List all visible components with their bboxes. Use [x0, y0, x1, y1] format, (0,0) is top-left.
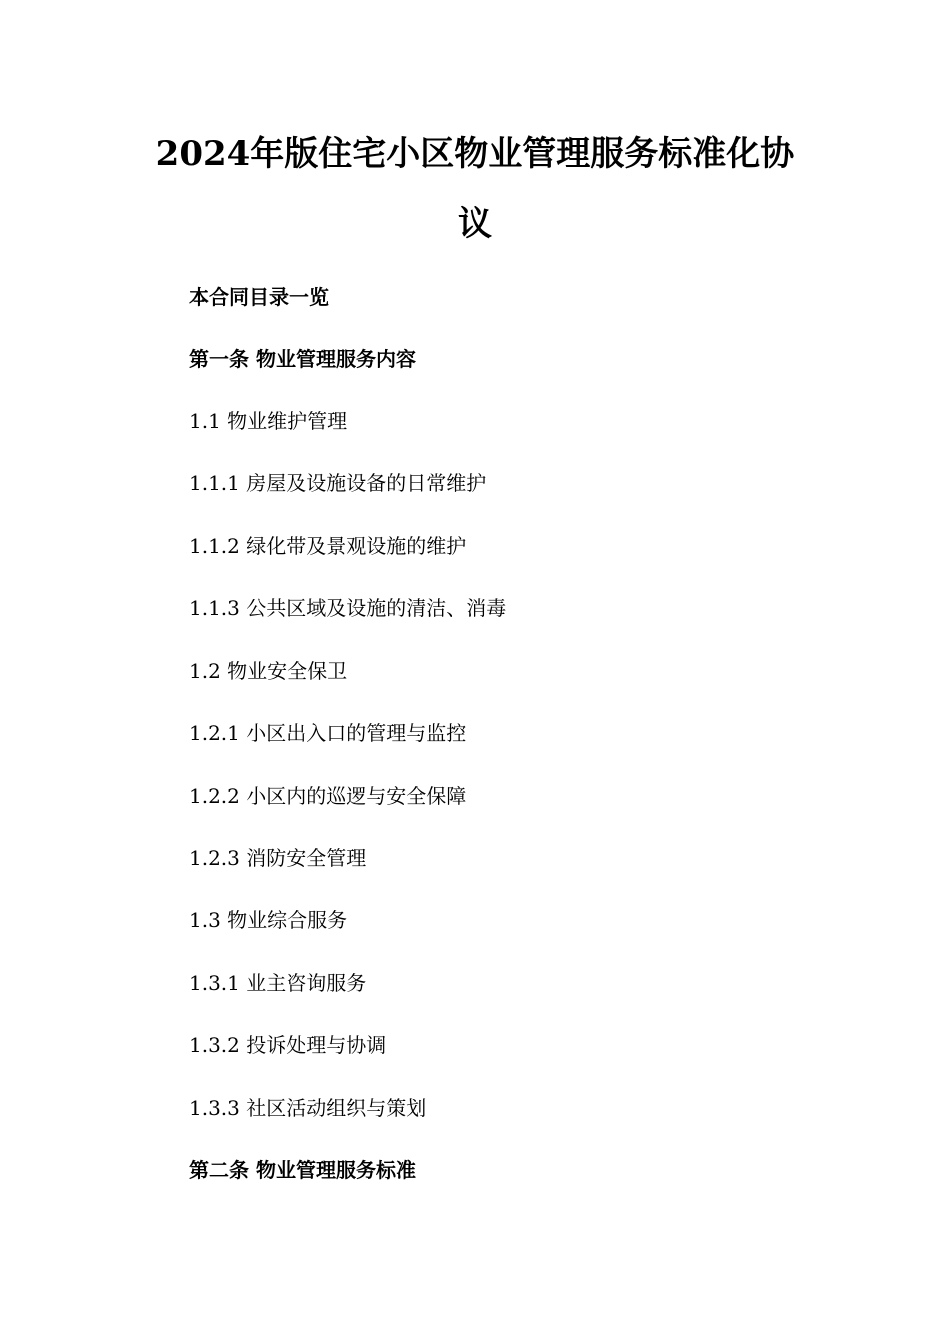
toc-item-1-3-3: 1.3.3 社区活动组织与策划	[189, 1096, 427, 1120]
toc-item-1-3-1: 1.3.1 业主咨询服务	[189, 971, 367, 995]
document-title-continued: 议	[458, 204, 492, 244]
toc-item-1-2: 1.2 物业安全保卫	[189, 659, 348, 683]
toc-item-1-1-1: 1.1.1 房屋及设施设备的日常维护	[189, 471, 487, 495]
toc-item-1-3-2: 1.3.2 投诉处理与协调	[189, 1033, 387, 1057]
toc-item-1-3: 1.3 物业综合服务	[189, 908, 348, 932]
toc-item-article-1: 第一条 物业管理服务内容	[189, 347, 416, 371]
toc-item-1-1-2: 1.1.2 绿化带及景观设施的维护	[189, 534, 467, 558]
toc-item-1-2-3: 1.2.3 消防安全管理	[189, 846, 367, 870]
toc-item-1-2-1: 1.2.1 小区出入口的管理与监控	[189, 721, 467, 745]
toc-item-1-2-2: 1.2.2 小区内的巡逻与安全保障	[189, 784, 467, 808]
toc-heading: 本合同目录一览	[189, 285, 329, 309]
toc-item-1-1-3: 1.1.3 公共区域及设施的清洁、消毒	[189, 596, 507, 620]
toc-item-article-2: 第二条 物业管理服务标准	[189, 1158, 416, 1182]
document-title: 2024年版住宅小区物业管理服务标准化协	[155, 134, 795, 174]
toc-item-1-1: 1.1 物业维护管理	[189, 409, 348, 433]
